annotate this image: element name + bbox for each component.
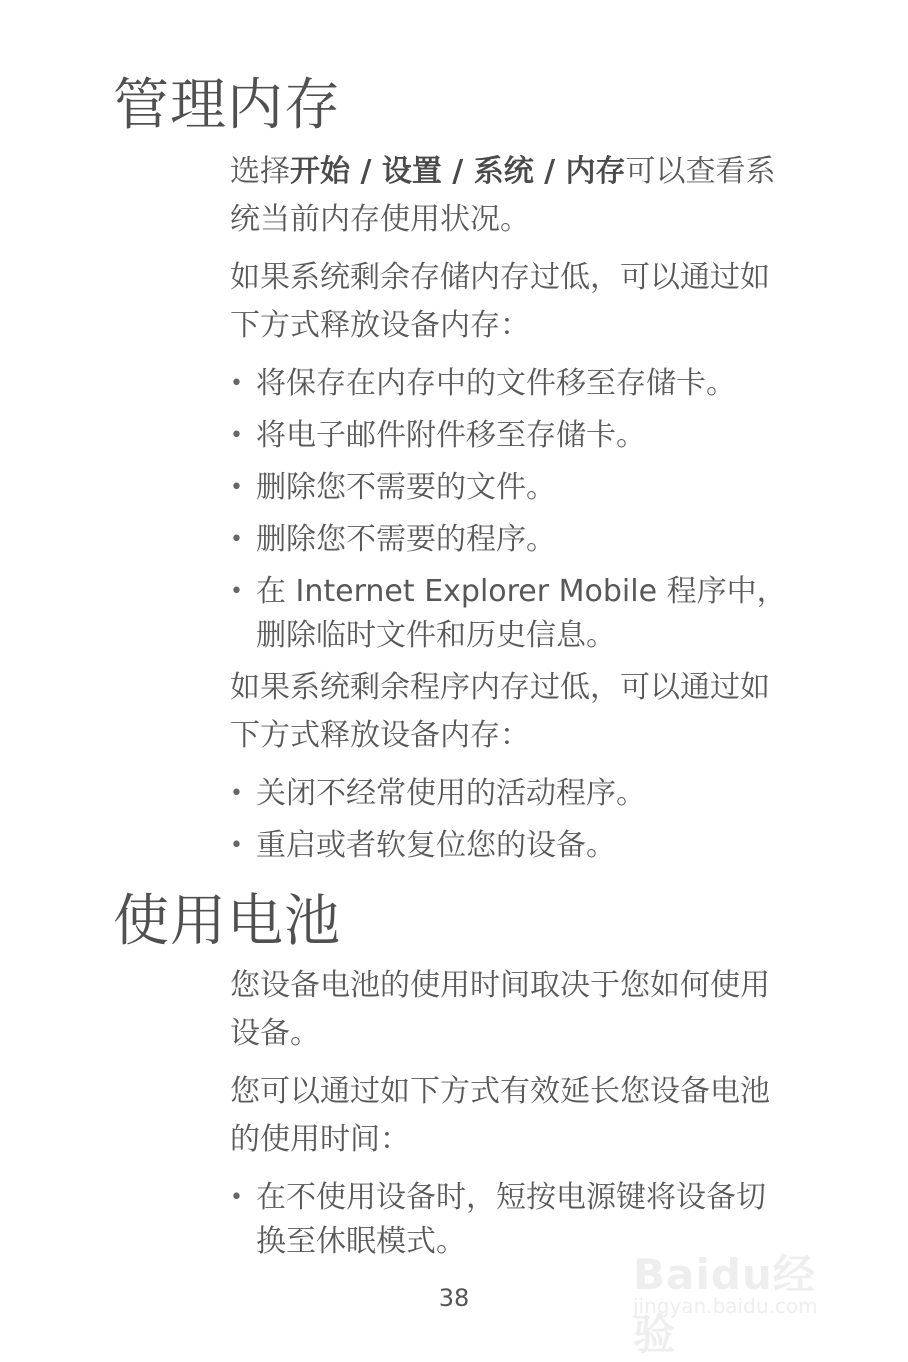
section-manage-memory-body: [230, 148, 790, 868]
baidu-logo-icon: Baidu经验: [633, 1250, 816, 1359]
section-title-manage-memory: 管理内存: [113, 73, 341, 138]
intro-suffix: 可以查看系统当前内存使用状况。: [230, 154, 776, 237]
battery-paragraph-2: 您可以通过如下方式有效延长您设备电池的使用时间：: [230, 1074, 770, 1157]
settings-path: 开始 / 设置 / 系统 / 内存: [290, 154, 626, 189]
baidu-watermark: [633, 1222, 853, 1359]
section-title-use-battery: 使用电池: [113, 889, 341, 954]
bullet-icon: •: [230, 579, 243, 604]
section-use-battery-body: [230, 962, 790, 1264]
battery-paragraph-1: 您设备电池的使用时间取决于您如何使用设备。: [230, 968, 770, 1051]
list-item: • 删除您不需要的程序。: [230, 518, 790, 562]
list-item: • 将电子邮件附件移至存储卡。: [230, 414, 790, 458]
bullet-icon: •: [230, 371, 243, 396]
list-item: • 重启或者软复位您的设备。: [230, 824, 790, 868]
bullet-icon: •: [230, 423, 243, 448]
list-item: • 在不使用设备时，短按电源键将设备切换至休眠模式。: [230, 1176, 790, 1264]
bullet-icon: •: [230, 475, 243, 500]
list-item: • 删除您不需要的文件。: [230, 466, 790, 510]
storage-tips-list: [230, 362, 790, 658]
intro-prefix: 选择: [230, 154, 290, 189]
bullet-icon: •: [230, 527, 243, 552]
list-item: • 关闭不经常使用的活动程序。: [230, 772, 790, 816]
bullet-icon: •: [230, 1185, 243, 1210]
program-memory-paragraph: 如果系统剩余程序内存过低，可以通过如下方式释放设备内存：: [230, 670, 770, 753]
program-tips-list: [230, 772, 790, 868]
intro-paragraph: [230, 148, 790, 244]
storage-memory-paragraph: 如果系统剩余存储内存过低，可以通过如下方式释放设备内存：: [230, 260, 770, 343]
bullet-icon: •: [230, 781, 243, 806]
page-number: 38: [438, 1284, 470, 1312]
list-item: • 在 Internet Explorer Mobile 程序中，删除临时文件和历史信息。: [230, 570, 790, 658]
bullet-icon: •: [230, 833, 243, 858]
list-item: • 将保存在内存中的文件移至存储卡。: [230, 362, 790, 406]
watermark-url: jingyan.baidu.com: [633, 1294, 818, 1318]
